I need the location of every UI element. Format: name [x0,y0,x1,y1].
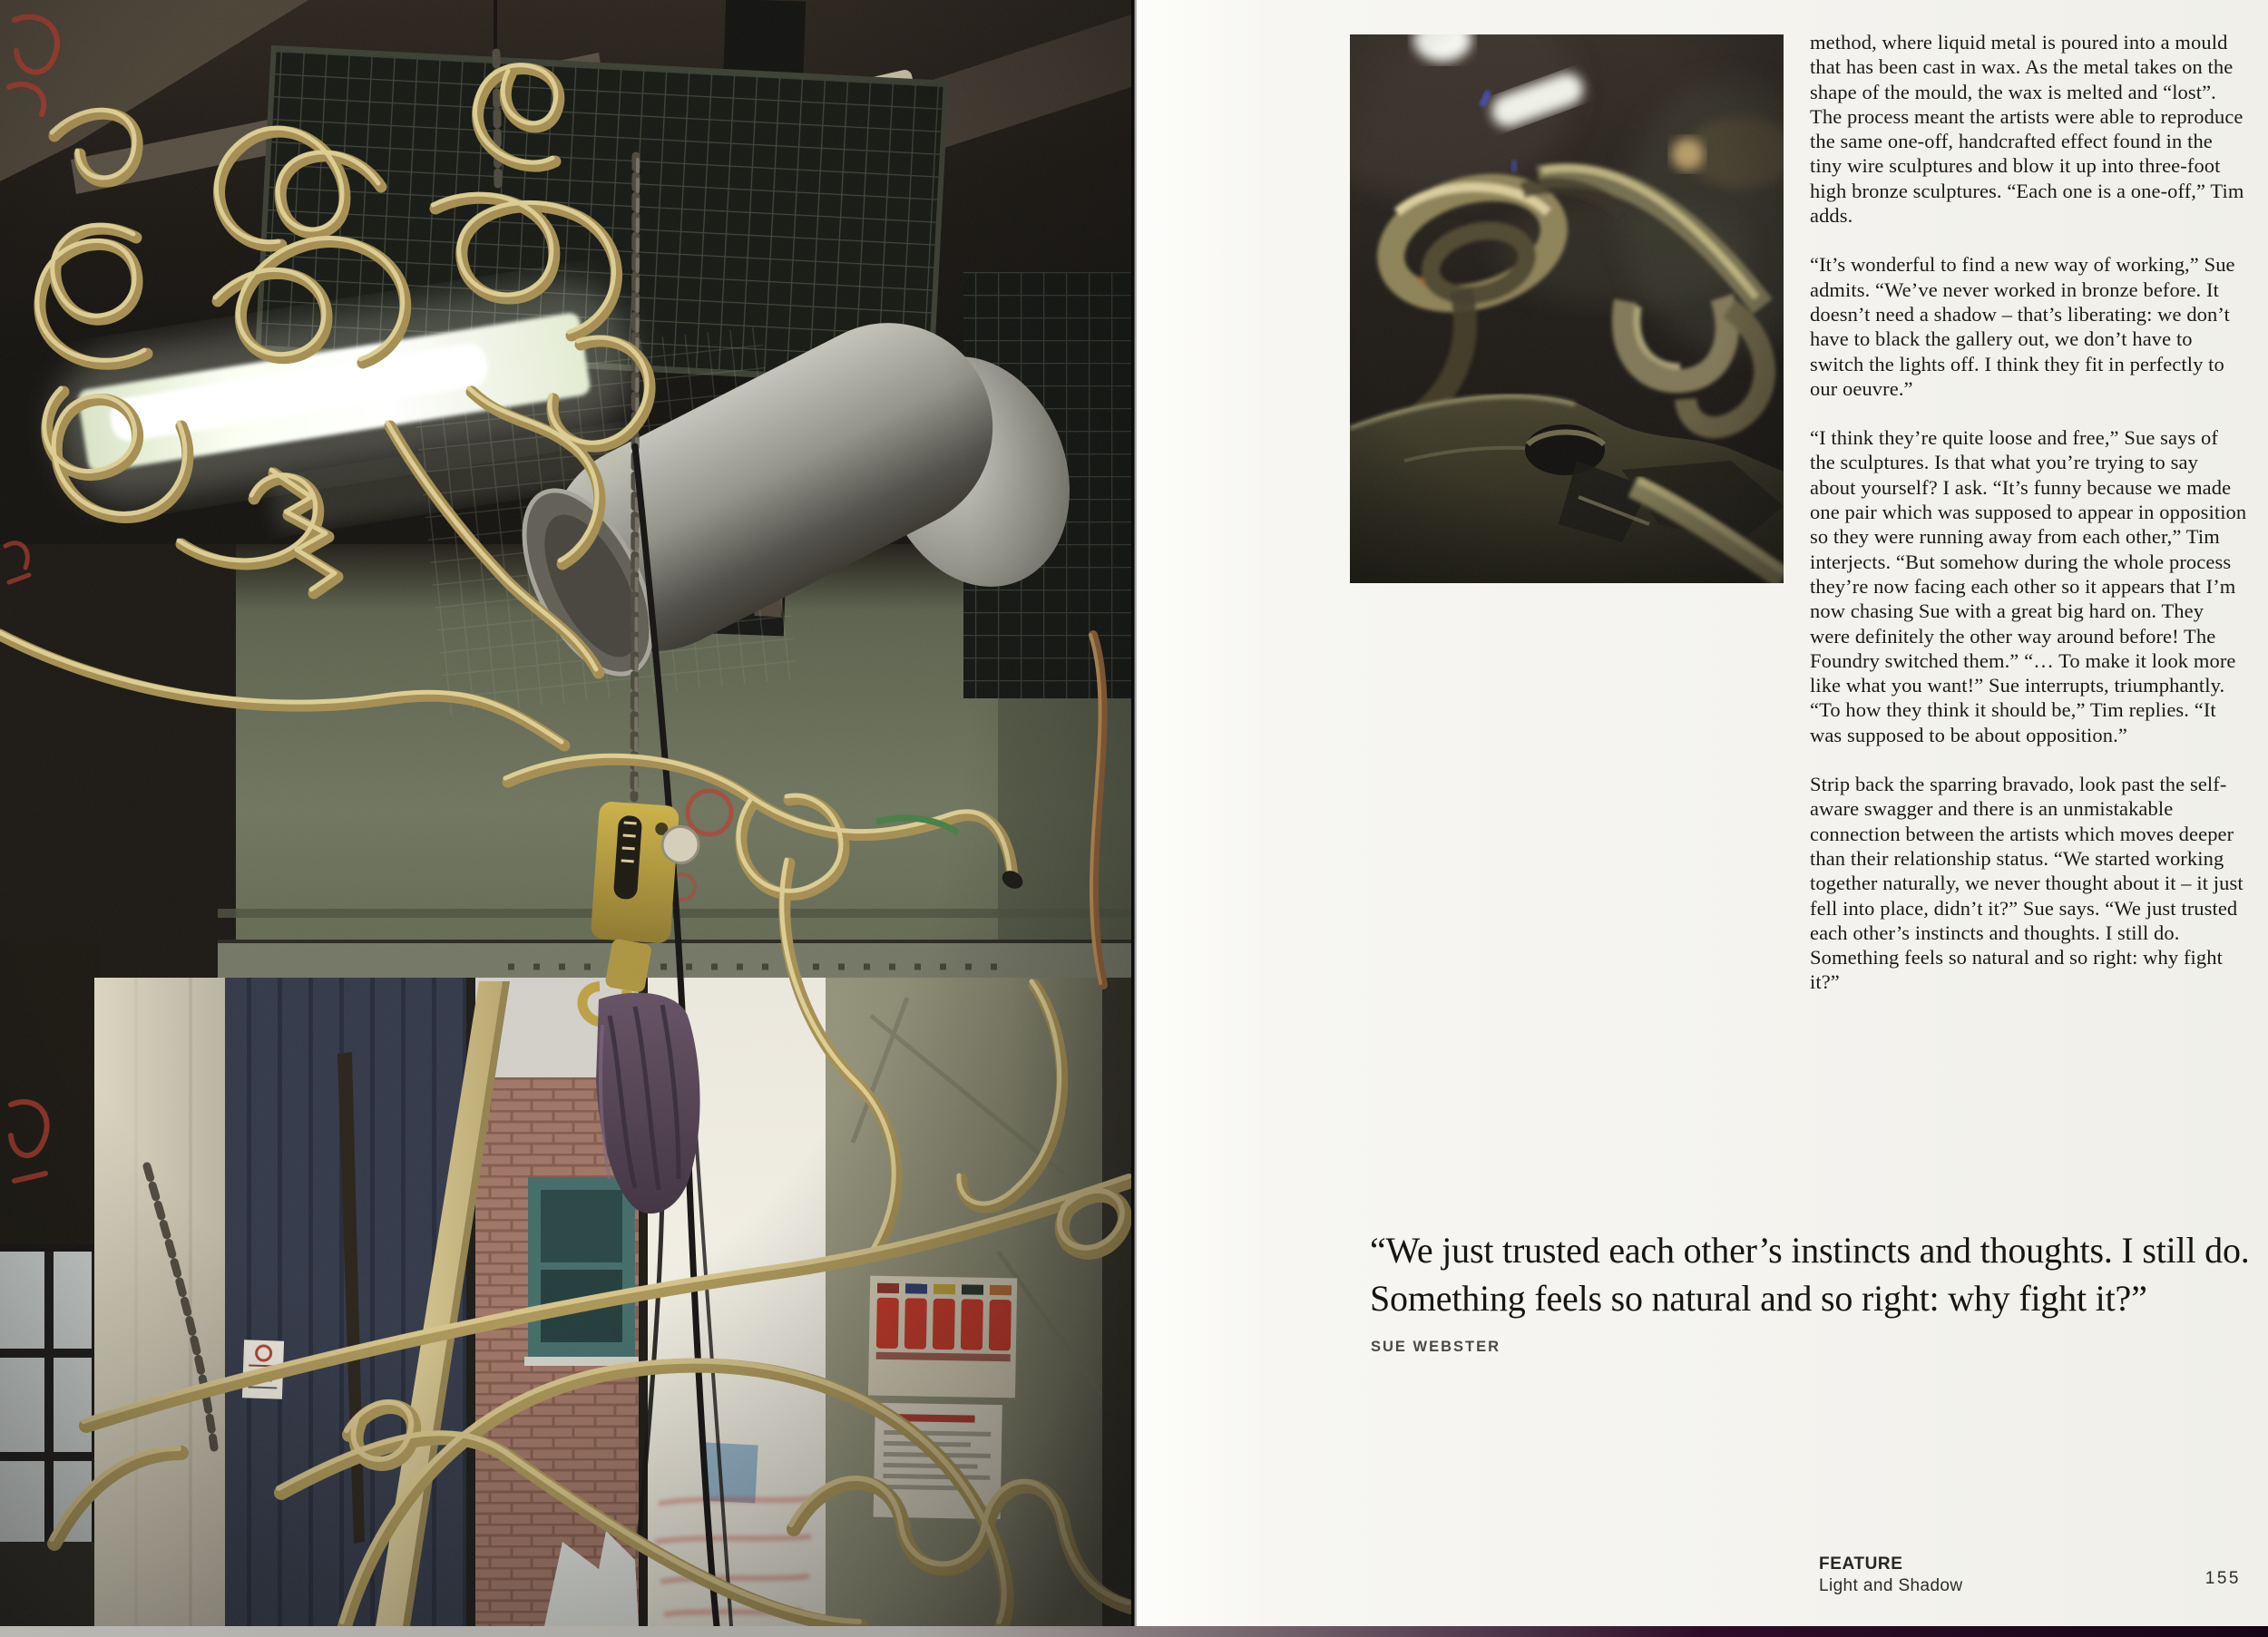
right-page [1137,0,2268,1626]
left-page [0,0,1131,1626]
pull-quote-line: Something feels so natural and so right: why fight it?” [1370,1278,2147,1319]
scan-edge-strip [0,1626,2268,1637]
footer-article-title: Light and Shadow [1819,1576,1963,1595]
foundry-workshop-photo [0,0,1131,1626]
bronze-sculpture-photo-art [1350,34,1784,583]
film-grain [0,0,1131,1626]
pull-quote-line: “We just trusted each other’s instincts and thoughts. I still do. [1370,1230,2250,1271]
pull-quote-attribution: SUE WEBSTER [1371,1339,1501,1355]
article-paragraph: “I think they’re quite loose and free,” Sue says of the sculptures. Is that what you’re trying to say about yourself? I ask. “It’s funny because we made one pair which was supposed to appear in opposition so they were running away from each other,” Tim interjects. “But somehow during the whole process they’re now facing each other so it appears that I’m now chasing Sue with a great big hard on. They were definitely the other way around before! The Foundry switched them.” “… To make it look more like what you want!” Sue interrupts, triumphantly. “To how they think it should be,” Tim replies. “It was supposed to be about opposition.” [1810,426,2247,746]
article-paragraph: Strip back the sparring bravado, look past the self-aware swagger and there is an unmistakable connection between the artists which moves deeper than their relationship status. “We started working together naturally, we never thought about it – it just fell into place, didn’t it?” Sue says. “We just trusted each other’s instincts and thoughts. I still do. Something feels so natural and so right: why fight it?” [1810,773,2244,994]
page-number: 155 [2204,1569,2241,1588]
footer-section-label: FEATURE [1819,1554,1903,1574]
article-body [1810,30,2247,1019]
article-paragraph: method, where liquid metal is poured into a mould that has been cast in wax. As the metal takes on the shape of the mould, the wax is melted and “lost”. The process meant the artists were able to reproduce the same one-off, handcrafted effect found in the tiny wire sculptures and blow it up into three-foot high bronze sculptures. “Each one is a one-off,” Tim adds. [1810,31,2244,228]
bronze-sculpture-photo [1350,34,1784,583]
pull-quote [1370,1226,2268,1322]
article-paragraph: “It’s wonderful to find a new way of working,” Sue admits. “We’ve never worked in bronze before. It doesn’t need a shadow – that’s liberating: we don’t have to black the gallery out, we don’t have to switch the lights off. I think they fit in perfectly to our oeuvre.” [1810,253,2235,400]
